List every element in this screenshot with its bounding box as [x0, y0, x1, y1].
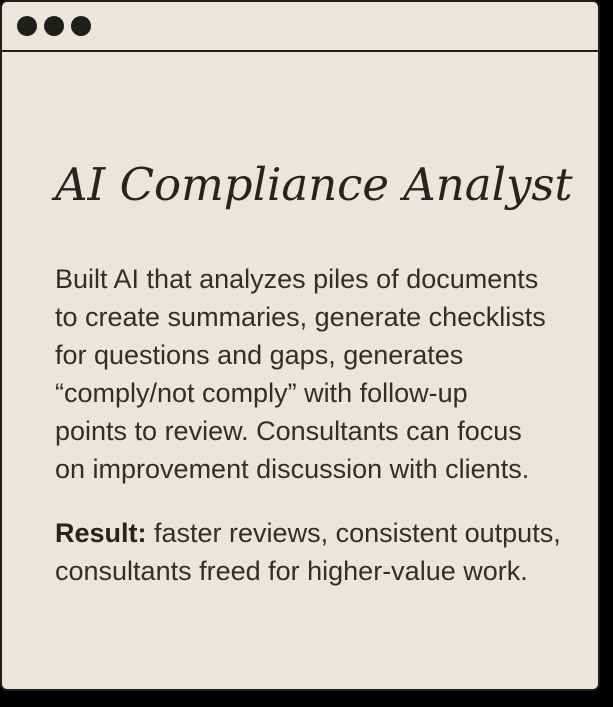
result-label: Result: — [55, 517, 147, 548]
window-titlebar — [2, 2, 598, 52]
paragraph-line: points to review. Consultants can focus — [55, 415, 522, 446]
result-paragraph — [55, 514, 580, 590]
page-title: AI Compliance Analyst — [55, 158, 573, 211]
result-line-1-text: faster reviews, consistent outputs, — [146, 517, 561, 548]
paragraph-line: to create summaries, generate checklists — [55, 301, 546, 332]
description-paragraph — [55, 260, 580, 488]
window-control-dot-3[interactable] — [71, 16, 91, 36]
paragraph-line: “comply/not comply” with follow-up — [55, 377, 468, 408]
window-control-dot-1[interactable] — [17, 16, 37, 36]
paragraph-line: Built AI that analyzes piles of documents — [55, 263, 539, 294]
paragraph-line: on improvement discussion with clients. — [55, 453, 530, 484]
paragraph-line: for questions and gaps, generates — [55, 339, 464, 370]
window-control-dot-2[interactable] — [44, 16, 64, 36]
result-line-1 — [55, 514, 580, 552]
card-content — [2, 159, 598, 590]
result-line-2: consultants freed for higher-value work. — [55, 555, 528, 586]
